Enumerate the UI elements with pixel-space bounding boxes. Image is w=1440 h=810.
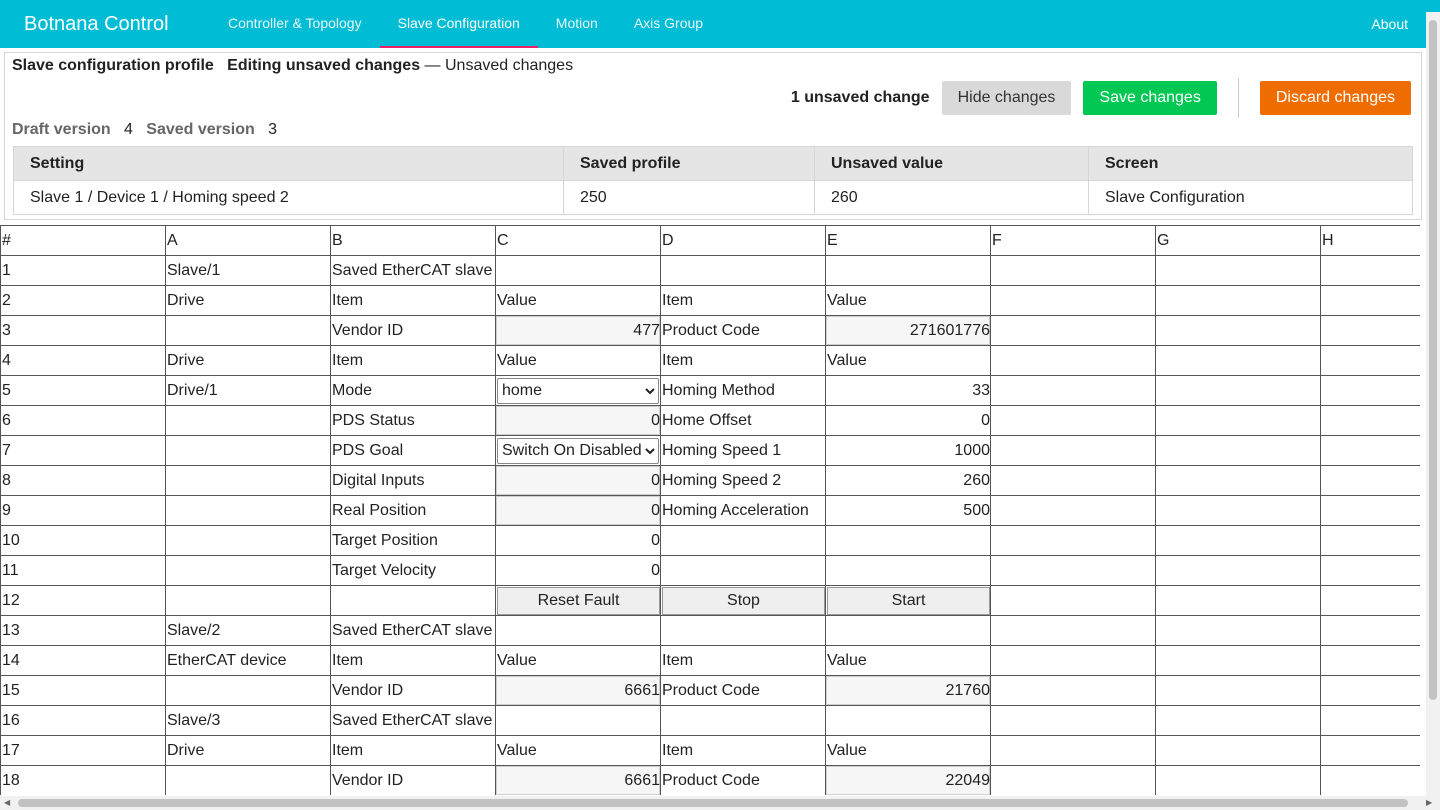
sheet-cell-b[interactable]: Target Position [331, 526, 496, 556]
sheet-cell-b[interactable]: Saved EtherCAT slave [331, 706, 496, 736]
sheet-cell-e[interactable]: 260 [826, 466, 991, 496]
row-number[interactable]: 14 [1, 646, 166, 676]
sheet-cell-e[interactable] [826, 256, 991, 286]
sheet-cell-e[interactable]: 0 [826, 406, 991, 436]
sheet-cell-c[interactable]: 0 [496, 406, 661, 436]
reset-fault-button[interactable]: Reset Fault [497, 587, 660, 615]
sheet-cell-b[interactable]: Vendor ID [331, 316, 496, 346]
horizontal-scrollbar[interactable] [0, 796, 1440, 810]
profile-panel [4, 52, 1422, 220]
sheet-cell-g[interactable] [1156, 316, 1321, 346]
sheet-cell-c[interactable]: Value [496, 736, 661, 766]
sheet-cell-d[interactable]: Homing Speed 2 [661, 466, 826, 496]
sheet-cell-h[interactable] [1321, 256, 1421, 286]
row-number[interactable]: 3 [1, 316, 166, 346]
vertical-scroll-thumb[interactable] [1429, 20, 1437, 700]
sheet-cell-a[interactable] [166, 436, 331, 466]
sheet-cell-d[interactable] [661, 526, 826, 556]
sheet-cell-g[interactable] [1156, 256, 1321, 286]
row-number[interactable]: 17 [1, 736, 166, 766]
saved-version-label: Saved version [146, 121, 255, 138]
profile-title: Slave configuration profile [12, 57, 214, 74]
sheet-cell-d[interactable]: Item [661, 736, 826, 766]
sheet-cell-e[interactable] [826, 616, 991, 646]
sheet-cell-e[interactable]: Value [826, 346, 991, 376]
column-header-a[interactable]: A [166, 226, 331, 256]
row-number[interactable]: 13 [1, 616, 166, 646]
sheet-cell-f[interactable] [991, 436, 1156, 466]
sheet-cell-g[interactable] [1156, 436, 1321, 466]
sheet-cell-a[interactable]: Drive [166, 286, 331, 316]
sheet-cell-f[interactable] [991, 706, 1156, 736]
column-header-g[interactable]: G [1156, 226, 1321, 256]
tab-controller-topology[interactable]: Controller & Topology [228, 15, 362, 31]
sheet-row [1, 406, 1421, 436]
sheet-cell-g[interactable] [1156, 346, 1321, 376]
sheet-cell-d[interactable]: Product Code [661, 676, 826, 706]
sheet-cell-b[interactable]: Mode [331, 376, 496, 406]
sheet-cell-d[interactable] [661, 616, 826, 646]
sheet-cell-b[interactable]: Real Position [331, 496, 496, 526]
sheet-cell-b[interactable]: Digital Inputs [331, 466, 496, 496]
sheet-cell-h[interactable] [1321, 676, 1421, 706]
sheet-cell-b[interactable]: Vendor ID [331, 676, 496, 706]
sheet-cell-g[interactable] [1156, 496, 1321, 526]
hide-changes-button[interactable]: Hide changes [942, 81, 1072, 115]
scroll-right-icon[interactable]: ▶ [1426, 798, 1433, 807]
sheet-cell-b[interactable]: Item [331, 646, 496, 676]
sheet-cell-g[interactable] [1156, 286, 1321, 316]
sheet-cell-f[interactable] [991, 286, 1156, 316]
sheet-cell-h[interactable] [1321, 526, 1421, 556]
column-header-num[interactable]: # [1, 226, 166, 256]
stop-button[interactable]: Stop [662, 587, 825, 615]
changes-header-unsaved: Unsaved value [815, 147, 1089, 181]
sheet-cell-h[interactable] [1321, 466, 1421, 496]
changes-header-saved: Saved profile [564, 147, 815, 181]
sheet-cell-c[interactable]: 0 [496, 556, 661, 586]
sheet-cell-h[interactable] [1321, 646, 1421, 676]
sheet-cell-g[interactable] [1156, 706, 1321, 736]
row-number[interactable]: 6 [1, 406, 166, 436]
sheet-cell-a[interactable]: Slave/1 [166, 256, 331, 286]
sheet-cell-c[interactable]: 0 [496, 466, 661, 496]
sheet-cell-f[interactable] [991, 766, 1156, 796]
change-unsaved-value: 260 [815, 181, 1089, 215]
sheet-cell-a[interactable] [166, 556, 331, 586]
sheet-cell-h[interactable] [1321, 556, 1421, 586]
sheet-cell-g[interactable] [1156, 586, 1321, 616]
sheet-row [1, 376, 1421, 406]
sheet-cell-a[interactable] [166, 586, 331, 616]
sheet-cell-g[interactable] [1156, 766, 1321, 796]
changes-table [13, 146, 1413, 215]
sheet-cell-h[interactable] [1321, 706, 1421, 736]
row-number[interactable]: 16 [1, 706, 166, 736]
changes-row [14, 181, 1413, 215]
sheet-cell-c[interactable] [496, 256, 661, 286]
sheet-cell-f[interactable] [991, 736, 1156, 766]
sheet-cell-f[interactable] [991, 616, 1156, 646]
sheet-cell-b[interactable]: PDS Status [331, 406, 496, 436]
change-screen: Slave Configuration [1089, 181, 1413, 215]
sheet-cell-h[interactable] [1321, 376, 1421, 406]
sheet-cell-d[interactable]: Item [661, 346, 826, 376]
sheet-cell-h[interactable] [1321, 346, 1421, 376]
sheet-cell-a[interactable]: Drive [166, 736, 331, 766]
divider [1238, 78, 1239, 118]
sheet-cell-d[interactable]: Item [661, 286, 826, 316]
sheet-row [1, 556, 1421, 586]
sheet-cell-h[interactable] [1321, 316, 1421, 346]
version-info [12, 121, 277, 139]
column-header-h[interactable]: H [1321, 226, 1421, 256]
mode-select[interactable] [497, 378, 659, 404]
sheet-cell-b[interactable]: Item [331, 736, 496, 766]
sheet-cell-g[interactable] [1156, 376, 1321, 406]
sheet-cell-f[interactable] [991, 316, 1156, 346]
row-number[interactable]: 11 [1, 556, 166, 586]
sheet-cell-b[interactable]: Target Velocity [331, 556, 496, 586]
sheet-cell-a[interactable] [166, 406, 331, 436]
sheet-row [1, 286, 1421, 316]
sheet-cell-g[interactable] [1156, 646, 1321, 676]
sheet-cell-c[interactable] [496, 616, 661, 646]
sheet-cell-c[interactable]: 477 [496, 316, 661, 346]
sheet-cell-d[interactable]: Homing Method [661, 376, 826, 406]
sheet-cell-e[interactable] [826, 586, 991, 616]
changes-header-row [14, 147, 1413, 181]
changes-header-setting: Setting [14, 147, 564, 181]
sheet-cell-b[interactable]: Saved EtherCAT slave [331, 616, 496, 646]
tab-axis-group[interactable]: Axis Group [633, 15, 704, 31]
sheet-cell-a[interactable] [166, 496, 331, 526]
sheet-cell-e[interactable]: 21760 [826, 676, 991, 706]
row-number[interactable]: 5 [1, 376, 166, 406]
discard-changes-button[interactable]: Discard changes [1260, 81, 1411, 115]
tab-slave-configuration[interactable]: Slave Configuration [380, 0, 538, 48]
tab-motion[interactable]: Motion [555, 15, 598, 31]
sheet-row [1, 316, 1421, 346]
column-header-e[interactable]: E [826, 226, 991, 256]
sheet-cell-c[interactable]: 6661 [496, 676, 661, 706]
sheet-row [1, 646, 1421, 676]
row-number[interactable]: 10 [1, 526, 166, 556]
sheet-cell-b[interactable]: Item [331, 346, 496, 376]
sheet-cell-c[interactable]: Value [496, 646, 661, 676]
row-number[interactable]: 12 [1, 586, 166, 616]
sheet-cell-f[interactable] [991, 556, 1156, 586]
row-number[interactable]: 9 [1, 496, 166, 526]
column-header-b[interactable]: B [331, 226, 496, 256]
sheet-cell-g[interactable] [1156, 616, 1321, 646]
sheet-cell-c[interactable] [496, 706, 661, 736]
sheet-cell-e[interactable]: 1000 [826, 436, 991, 466]
sheet-cell-e[interactable]: 500 [826, 496, 991, 526]
sheet-row [1, 436, 1421, 466]
sheet-cell-d[interactable] [661, 556, 826, 586]
sheet-cell-d[interactable] [661, 706, 826, 736]
sheet-cell-d[interactable] [661, 256, 826, 286]
row-number[interactable]: 8 [1, 466, 166, 496]
sheet-cell-d[interactable]: Product Code [661, 316, 826, 346]
changes-header-screen: Screen [1089, 147, 1413, 181]
sheet-row [1, 736, 1421, 766]
save-changes-button[interactable]: Save changes [1083, 81, 1216, 115]
sheet-row [1, 616, 1421, 646]
sheet-cell-a[interactable]: EtherCAT device [166, 646, 331, 676]
sheet-cell-f[interactable] [991, 406, 1156, 436]
about-link[interactable]: About [1371, 16, 1408, 32]
sheet-cell-c[interactable]: 0 [496, 496, 661, 526]
sheet-cell-e[interactable]: Value [826, 286, 991, 316]
saved-version-value: 3 [268, 121, 278, 138]
sheet-cell-b[interactable]: Vendor ID [331, 766, 496, 796]
sheet-cell-d[interactable]: Product Code [661, 766, 826, 796]
column-header-f[interactable]: F [991, 226, 1156, 256]
sheet-row [1, 706, 1421, 736]
change-setting: Slave 1 / Device 1 / Homing speed 2 [14, 181, 564, 215]
sheet-cell-b[interactable]: PDS Goal [331, 436, 496, 466]
change-saved-value: 250 [564, 181, 815, 215]
sheet-cell-a[interactable] [166, 526, 331, 556]
sheet-cell-c[interactable] [496, 436, 661, 466]
sheet-cell-c[interactable]: 6661 [496, 766, 661, 796]
sheet-row [1, 526, 1421, 556]
sheet-cell-c[interactable]: Value [496, 286, 661, 316]
sheet-cell-e[interactable] [826, 706, 991, 736]
sheet-cell-a[interactable] [166, 676, 331, 706]
sheet-cell-g[interactable] [1156, 676, 1321, 706]
app-brand[interactable]: Botnana Control [24, 12, 169, 35]
sheet-cell-a[interactable]: Drive/1 [166, 376, 331, 406]
column-header-d[interactable]: D [661, 226, 826, 256]
sheet-cell-f[interactable] [991, 586, 1156, 616]
draft-version-label: Draft version [12, 121, 111, 138]
unsaved-status: — Unsaved changes [420, 57, 574, 74]
sheet-row [1, 496, 1421, 526]
sheet-row [1, 676, 1421, 706]
sheet-cell-d[interactable] [661, 586, 826, 616]
sheet-row [1, 256, 1421, 286]
row-number[interactable]: 2 [1, 286, 166, 316]
sheet-cell-c[interactable]: Value [496, 346, 661, 376]
sheet-cell-c[interactable] [496, 586, 661, 616]
sheet-cell-d[interactable]: Homing Speed 1 [661, 436, 826, 466]
sheet-cell-a[interactable] [166, 316, 331, 346]
sheet-cell-h[interactable] [1321, 616, 1421, 646]
start-button[interactable]: Start [827, 587, 990, 615]
draft-version-value: 4 [124, 121, 133, 138]
sheet-cell-e[interactable]: Value [826, 646, 991, 676]
sheet-cell-h[interactable] [1321, 736, 1421, 766]
row-number[interactable]: 4 [1, 346, 166, 376]
sheet-cell-c[interactable] [496, 376, 661, 406]
sheet-cell-b[interactable] [331, 586, 496, 616]
sheet-cell-a[interactable]: Drive [166, 346, 331, 376]
spreadsheet-table [0, 225, 1420, 795]
sheet-cell-e[interactable]: 22049 [826, 766, 991, 796]
sheet-cell-a[interactable]: Slave/2 [166, 616, 331, 646]
sheet-cell-f[interactable] [991, 466, 1156, 496]
vertical-scrollbar[interactable] [1426, 12, 1440, 802]
sheet-cell-a[interactable] [166, 766, 331, 796]
unsaved-change-count: 1 unsaved change [790, 89, 930, 106]
sheet-row [1, 586, 1421, 616]
sheet-cell-e[interactable] [826, 556, 991, 586]
sheet-cell-h[interactable] [1321, 766, 1421, 796]
spreadsheet [0, 225, 1420, 795]
sheet-cell-g[interactable] [1156, 406, 1321, 436]
sheet-cell-g[interactable] [1156, 466, 1321, 496]
sheet-cell-g[interactable] [1156, 556, 1321, 586]
sheet-cell-a[interactable] [166, 466, 331, 496]
sheet-cell-f[interactable] [991, 526, 1156, 556]
sheet-cell-g[interactable] [1156, 736, 1321, 766]
sheet-cell-f[interactable] [991, 496, 1156, 526]
sheet-cell-e[interactable]: 33 [826, 376, 991, 406]
panel-title [12, 57, 573, 75]
sheet-cell-d[interactable]: Home Offset [661, 406, 826, 436]
column-header-c[interactable]: C [496, 226, 661, 256]
pds-goal-select[interactable] [497, 438, 659, 464]
sheet-cell-e[interactable]: 271601776 [826, 316, 991, 346]
sheet-row [1, 766, 1421, 796]
sheet-cell-h[interactable] [1321, 496, 1421, 526]
scroll-left-icon[interactable]: ◀ [4, 798, 11, 807]
panel-actions [791, 81, 1411, 115]
sheet-cell-b[interactable]: Saved EtherCAT slave [331, 256, 496, 286]
sheet-cell-d[interactable]: Homing Acceleration [661, 496, 826, 526]
horizontal-scroll-thumb[interactable] [18, 799, 1408, 807]
sheet-header-row [1, 226, 1421, 256]
sheet-cell-g[interactable] [1156, 526, 1321, 556]
row-number[interactable]: 15 [1, 676, 166, 706]
sheet-cell-a[interactable]: Slave/3 [166, 706, 331, 736]
sheet-cell-h[interactable] [1321, 436, 1421, 466]
sheet-cell-f[interactable] [991, 676, 1156, 706]
sheet-cell-b[interactable]: Item [331, 286, 496, 316]
row-number[interactable]: 18 [1, 766, 166, 796]
sheet-cell-f[interactable] [991, 646, 1156, 676]
sheet-cell-h[interactable] [1321, 286, 1421, 316]
sheet-cell-e[interactable] [826, 526, 991, 556]
sheet-cell-f[interactable] [991, 256, 1156, 286]
sheet-cell-e[interactable]: Value [826, 736, 991, 766]
row-number[interactable]: 7 [1, 436, 166, 466]
sheet-cell-c[interactable]: 0 [496, 526, 661, 556]
row-number[interactable]: 1 [1, 256, 166, 286]
editing-label: Editing unsaved changes [227, 57, 421, 74]
sheet-cell-d[interactable]: Item [661, 646, 826, 676]
top-navbar [0, 0, 1440, 48]
sheet-cell-h[interactable] [1321, 406, 1421, 436]
sheet-cell-f[interactable] [991, 376, 1156, 406]
sheet-row [1, 346, 1421, 376]
sheet-cell-h[interactable] [1321, 586, 1421, 616]
sheet-row [1, 466, 1421, 496]
sheet-cell-f[interactable] [991, 346, 1156, 376]
